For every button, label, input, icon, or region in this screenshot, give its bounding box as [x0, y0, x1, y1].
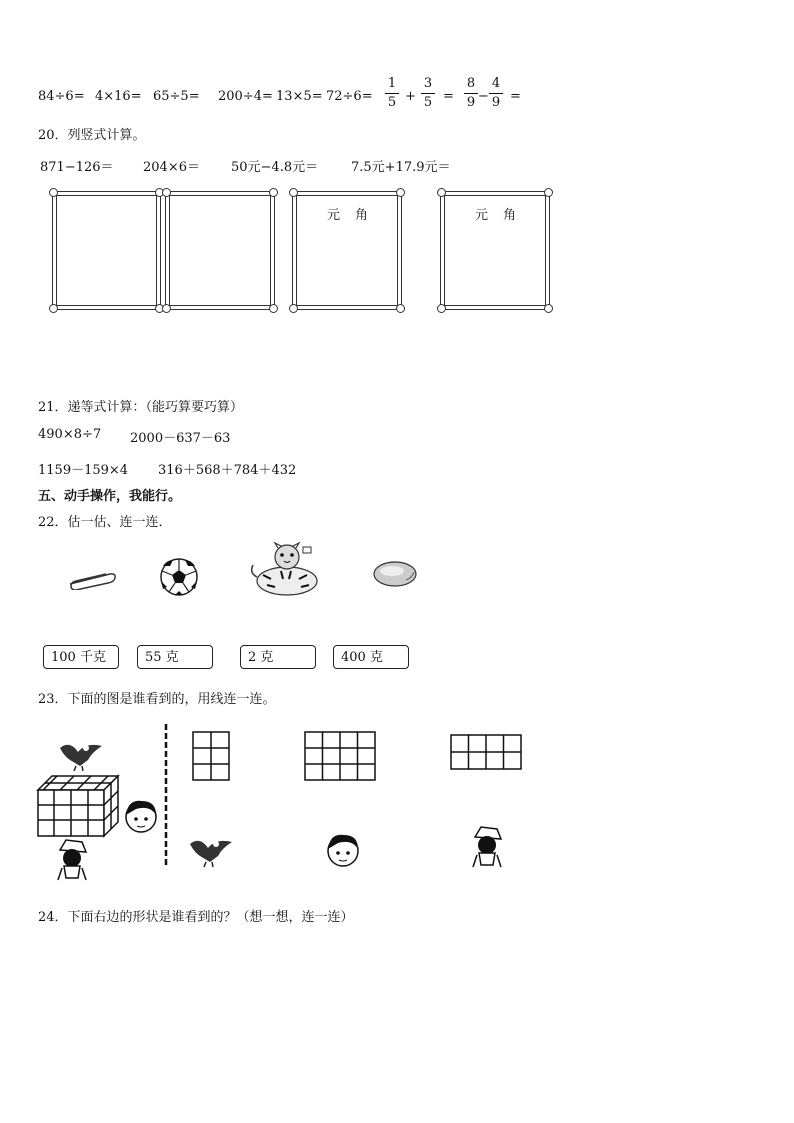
hat-person-viewer-image[interactable] [469, 825, 505, 871]
unit-jiao: 角 [355, 208, 369, 223]
fraction-4-9 [488, 77, 504, 110]
box-corner [269, 304, 278, 313]
person-with-hat-image [54, 838, 90, 884]
bird-viewer-image[interactable] [186, 834, 236, 868]
q20-title: 20．列竖式计算。 [38, 128, 146, 143]
answer-box-2[interactable] [165, 191, 275, 310]
fraction-numerator: 4 [491, 76, 501, 91]
fraction-denominator: 9 [466, 95, 476, 110]
expr-65-div-5: 65÷5= [153, 89, 200, 104]
unit-yuan: 元 [475, 208, 489, 223]
q20-expr-2: 204×6＝ [143, 160, 200, 175]
fraction-8-9 [463, 77, 479, 110]
q20-expr-3: 50元−4.8元＝ [231, 160, 319, 175]
q22-title: 22．估一估、连一连． [38, 515, 172, 530]
box-corner [269, 188, 278, 197]
cube-stack-image [36, 772, 122, 838]
q21-title: 21．递等式计算：（能巧算要巧算） [38, 400, 244, 415]
box-corner [49, 304, 58, 313]
expr-13-times-5: 13×5= [276, 89, 323, 104]
boy-face-image [122, 797, 160, 837]
q21-expr-3: 1159－159×4 [38, 463, 129, 478]
weight-option-2g[interactable]: 2 克 [240, 645, 316, 669]
weight-option-100kg[interactable]: 100 千克 [43, 645, 119, 669]
expr-84-div-6: 84÷6= [38, 89, 85, 104]
box-corner [289, 188, 298, 197]
dashed-divider [163, 724, 169, 866]
egg-on-plate-image [372, 560, 418, 588]
fraction-bar [489, 93, 503, 94]
expr-4-times-16: 4×16= [95, 89, 142, 104]
box-corner [162, 304, 171, 313]
fraction-denominator: 5 [423, 95, 433, 110]
answer-box-1[interactable] [52, 191, 161, 310]
fraction-bar [421, 93, 435, 94]
fraction-denominator: 5 [387, 95, 397, 110]
box-corner [544, 188, 553, 197]
answer-box-3[interactable] [292, 191, 402, 310]
equals-sign-2: = [510, 89, 521, 104]
fraction-numerator: 3 [423, 76, 433, 91]
box-corner [396, 188, 405, 197]
box-corner [544, 304, 553, 313]
boy-viewer-image[interactable] [324, 831, 362, 871]
q20-expr-4: 7.5元+17.9元＝ [351, 160, 451, 175]
paper-clip-image [66, 568, 118, 590]
box-corner [396, 304, 405, 313]
q21-expr-4: 316＋568＋784＋432 [158, 463, 297, 478]
fraction-bar [385, 93, 399, 94]
bird-image [56, 738, 106, 772]
plus-sign: + [405, 89, 416, 104]
fraction-numerator: 1 [387, 76, 397, 91]
fraction-denominator: 9 [491, 95, 501, 110]
soccer-ball-image [159, 557, 199, 597]
section-5-heading: 五、动手操作，我能行。 [38, 489, 182, 504]
box-corner [437, 188, 446, 197]
weight-option-400g[interactable]: 400 克 [333, 645, 409, 669]
unit-jiao: 角 [503, 208, 517, 223]
q24-title: 24．下面右边的形状是谁看到的？（想一想，连一连） [38, 910, 354, 925]
minus-sign: − [478, 89, 489, 104]
box-corner [49, 188, 58, 197]
answer-box-4[interactable] [440, 191, 550, 310]
fraction-bar [464, 93, 478, 94]
q20-expr-1: 871−126＝ [40, 160, 114, 175]
expr-200-div-4: 200÷4= [218, 89, 273, 104]
weight-option-55g[interactable]: 55 克 [137, 645, 213, 669]
q21-expr-1: 490×8÷7 [38, 427, 102, 442]
view-grid-4x3[interactable] [304, 731, 376, 781]
unit-yuan: 元 [327, 208, 341, 223]
view-grid-4x2[interactable] [450, 734, 522, 770]
box-corner [437, 304, 446, 313]
view-grid-2x3[interactable] [192, 731, 230, 781]
fraction-numerator: 8 [466, 76, 476, 91]
q21-expr-2: 2000－637－63 [130, 431, 231, 446]
expr-72-div-6: 72÷6= [326, 89, 373, 104]
equals-sign: = [443, 89, 454, 104]
fraction-1-5 [384, 77, 400, 110]
box-corner [289, 304, 298, 313]
tiger-toy-image [247, 541, 323, 597]
fraction-3-5 [420, 77, 436, 110]
box-corner [162, 188, 171, 197]
q23-title: 23．下面的图是谁看到的，用线连一连。 [38, 692, 276, 707]
